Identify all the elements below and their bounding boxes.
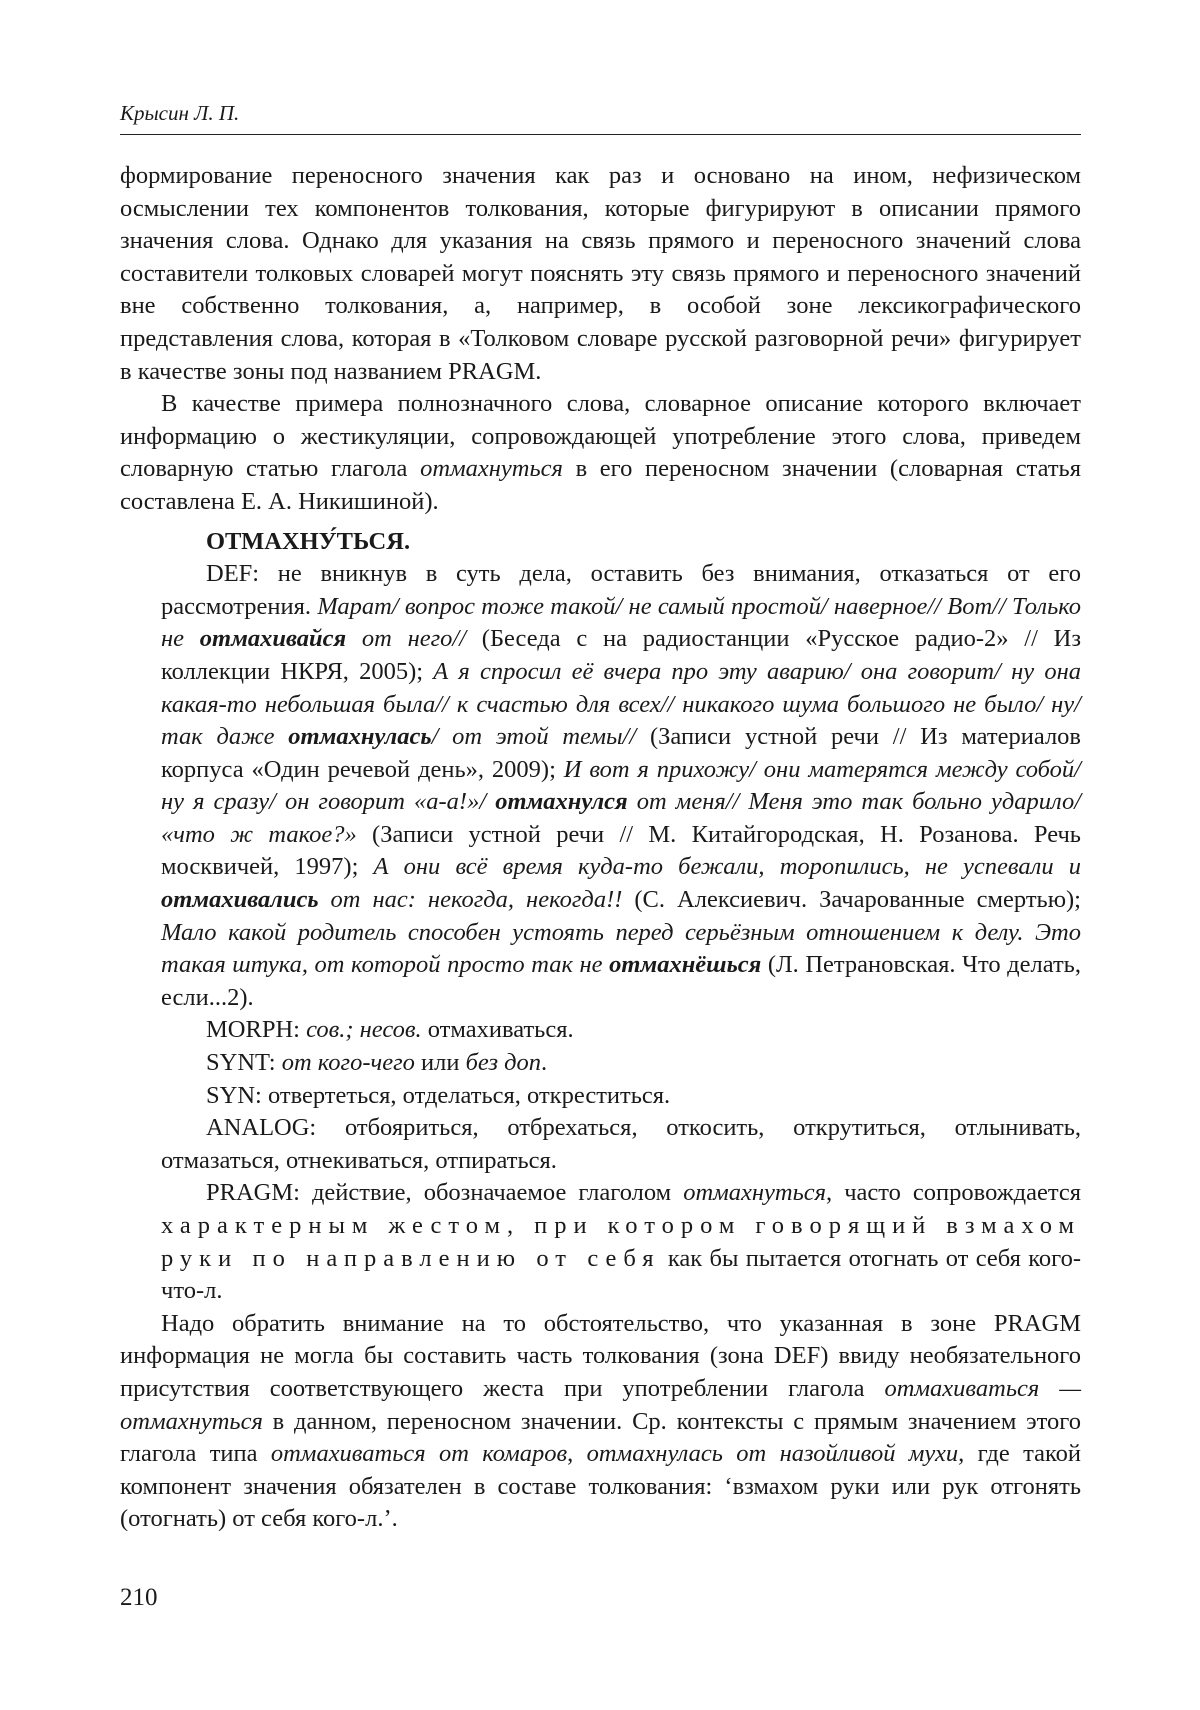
entry-analog: ANALOG: отбояриться, отбрехаться, откосить, открутиться, отлынивать, отмазаться, отнекиваться, отпираться. xyxy=(161,1114,1081,1174)
source-text: (Записи устной речи // М. Китайгородская, Н. Розанова. Речь москвичей, 1997); xyxy=(161,820,1081,881)
example-keyword: отмахивайся xyxy=(199,625,347,653)
zone-text: или xyxy=(414,1049,466,1077)
source-text: (Беседа с на радиостанции «Русское радио-2» // Из коллекции НКРЯ, 2005); xyxy=(161,625,1081,685)
entry-synt xyxy=(161,1047,1081,1080)
example-keyword: отмахнулась xyxy=(288,723,432,751)
dictionary-entry xyxy=(161,526,1081,1308)
example-text: Марат/ вопрос тоже такой/ не самый простой/ наверное// Вот// Только не xyxy=(161,592,1081,653)
source-text: (Записи устной речи // Из материалов корпуса «Один речевой день», 2009); xyxy=(161,723,1081,783)
zone-label: MORPH: xyxy=(206,1016,307,1044)
paragraph-text: , xyxy=(567,1440,587,1468)
example-text: от меня// Меня это так больно ударило/ «что ж такое?» xyxy=(161,788,1081,848)
example-keyword: отмахнёшься xyxy=(609,951,762,979)
entry-def xyxy=(161,558,1081,1014)
example-text: А они всё время куда-то бежали, торопились, не успевали и xyxy=(373,853,1081,881)
zone-text: отмахиваться. xyxy=(421,1016,574,1044)
grammar-note: от кого-чего xyxy=(281,1049,415,1077)
paragraph-text: в его переносном значении (словарная статья составлена Е. А. Никишиной). xyxy=(120,455,1081,515)
paragraph-3 xyxy=(120,1308,1081,1536)
italic-term: отмахиваться — отмахнуться xyxy=(120,1374,1082,1435)
source-text: (С. Алексиевич. Зачарованные смертью); xyxy=(622,886,1081,914)
italic-term: отмахнуться xyxy=(420,455,563,483)
italic-term: отмахиваться от комаров xyxy=(270,1440,568,1468)
zone-text: как бы пытается отогнать от себя кого-что-л. xyxy=(161,1244,1081,1305)
paragraph-2 xyxy=(120,388,1081,518)
zone-text: , часто сопровождается xyxy=(826,1179,1081,1207)
example-text: / от этой темы// xyxy=(431,723,637,751)
source-text: (Л. Петрановская. Что делать, если...2). xyxy=(161,951,1081,1011)
def-text: DEF: не вникнув в суть дела, оставить без внимания, отказаться от его рассмотрения. xyxy=(161,560,1081,620)
example-keyword: отмахивались xyxy=(161,886,319,914)
example-text: А я спросил её вчера про эту аварию/ она говорит/ ну она какая-то небольшая была// к счастью для всех// никакого шума большого не было/ ну/ так даже xyxy=(161,657,1081,751)
paragraph-text: в данном, переносном значении. Ср. контексты с прямым значением этого глагола типа xyxy=(120,1407,1081,1468)
italic-term: отмахнулась от назойливой мухи, xyxy=(586,1440,965,1468)
entry-pragm xyxy=(161,1177,1081,1307)
entry-headword: ОТМАХНУ́ТЬСЯ. xyxy=(206,527,411,555)
example-text: от нас: некогда, некогда!! xyxy=(318,886,623,914)
entry-syn: SYN: отвертеться, отделаться, откреститься. xyxy=(206,1081,671,1109)
example-text: И вот я прихожу/ они матерятся между собой/ ну я сразу/ он говорит «а-а!»/ xyxy=(161,755,1081,816)
paragraph-1 xyxy=(120,160,1081,388)
italic-term: отмахнуться xyxy=(683,1179,827,1207)
paragraph-text: формирование переносного значения как раз и основано на ином, нефизическом осмыслении тех компонентов толкования, которые фигурируют в описании прямого значения слова. Однако для указания на связь прямого и переносного значений слова составители толковых словарей могут пояснять эту связь прямого и переносного значений вне собственно толкования, а, например, в особой зоне лексикографического представления слова, которая в «Толковом словаре русской разговорной речи» фигурирует в качестве зоны под названием PRAGM. xyxy=(120,162,1081,385)
page-body xyxy=(120,160,1081,1536)
paragraph-text: Надо обратить внимание на то обстоятельство, что указанная в зоне PRAGM информация не могла бы составить часть толкования (зона DEF) ввиду необязательного присутствия соответствующего жеста при употреблении глагола xyxy=(120,1309,1081,1402)
running-header: Крысин Л. П. xyxy=(120,101,240,125)
paragraph-text: В качестве примера полнозначного слова, словарное описание которого включает информацию о жестикуляции, сопровождающей употребление этого слова, приведем словарную статью глагола xyxy=(120,390,1081,483)
grammar-note: без доп xyxy=(465,1049,542,1077)
example-text: Мало какой родитель способен устоять перед серьёзным отношением к делу. Это такая штука, от которой просто так не xyxy=(161,918,1081,979)
grammar-note: сов.; несов. xyxy=(306,1016,422,1044)
page-number: 210 xyxy=(120,1584,158,1611)
zone-text: PRAGM: действие, обозначаемое глаголом xyxy=(206,1179,684,1207)
paragraph-text: где такой компонент значения обязателен в составе толкования: ‘взмахом руки или рук отгонять (отогнать) от себя кого-л.’. xyxy=(120,1440,1081,1533)
header-rule xyxy=(120,134,1081,135)
example-keyword: отмахнулся xyxy=(495,788,628,816)
zone-label: SYNT: xyxy=(206,1049,282,1077)
entry-morph xyxy=(161,1014,1081,1047)
spaced-emphasis: характерным жестом, при котором говорящий взмахом руки по направлению от себя xyxy=(161,1212,1081,1272)
example-text: от него// xyxy=(346,625,467,653)
zone-text: . xyxy=(541,1049,548,1077)
